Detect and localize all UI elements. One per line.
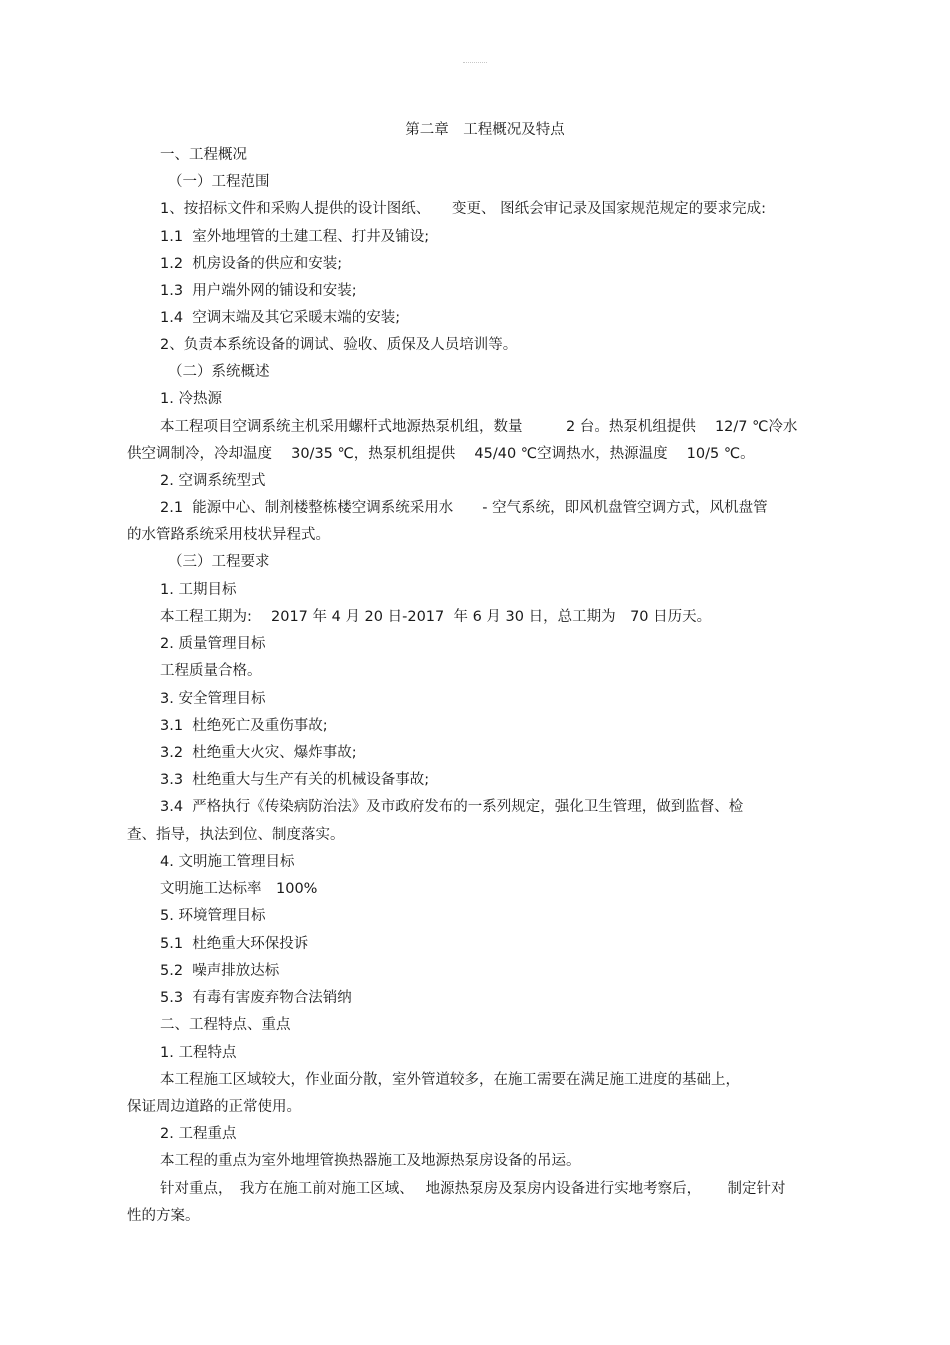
list-item: 1.2 机房设备的供应和安装;: [160, 256, 343, 272]
section-heading: 二、工程特点、重点: [160, 1017, 291, 1033]
paragraph-line: 供空调制冷，冷却温度 30/35 ℃，热泵机组提供 45/40 ℃空调热水，热源温度 10/5 ℃。: [127, 446, 755, 462]
paragraph-line: 文明施工达标率 100%: [160, 881, 318, 897]
paragraph-line: 针对重点， 我方在施工前对施工区域、 地源热泵房及泵房内设备进行实地考察后， 制定针对: [160, 1181, 786, 1197]
list-item: 5.1 杜绝重大环保投诉: [160, 936, 309, 952]
paragraph-line: 性的方案。: [127, 1208, 200, 1224]
list-item: 1.1 室外地埋管的土建工程、打井及铺设;: [160, 229, 430, 245]
paragraph-line: 的水管路系统采用枝状异程式。: [127, 527, 330, 543]
paragraph-line: 本工程的重点为室外地埋管换热器施工及地源热泵房设备的吊运。: [160, 1153, 581, 1169]
item-heading: 2. 空调系统型式: [160, 473, 266, 489]
list-item: 1.3 用户端外网的铺设和安装;: [160, 283, 357, 299]
paragraph-line: 工程质量合格。: [160, 663, 262, 679]
section-heading: 一、工程概况: [160, 147, 247, 163]
item-heading: 4. 文明施工管理目标: [160, 854, 295, 870]
item-heading: 2. 工程重点: [160, 1126, 237, 1142]
chapter-title: 第二章 工程概况及特点: [405, 122, 565, 138]
header-mark: [463, 62, 487, 65]
item-heading: 3. 安全管理目标: [160, 691, 266, 707]
list-item: 3.2 杜绝重大火灾、爆炸事故;: [160, 745, 357, 761]
item-heading: 2. 质量管理目标: [160, 636, 266, 652]
list-item: 3.4 严格执行《传染病防治法》及市政府发布的一系列规定，强化卫生管理，做到监督、检: [160, 799, 744, 815]
list-item: 3.3 杜绝重大与生产有关的机械设备事故;: [160, 772, 430, 788]
item-heading: 1. 冷热源: [160, 391, 222, 407]
item-heading: 1. 工程特点: [160, 1045, 237, 1061]
list-item: 1.4 空调末端及其它采暖末端的安装;: [160, 310, 401, 326]
paragraph-line: 保证周边道路的正常使用。: [127, 1099, 301, 1115]
subsection-heading: （三）工程要求: [168, 554, 270, 570]
paragraph-line: 2.1 能源中心、制剂楼整栋楼空调系统采用水 - 空气系统，即风机盘管空调方式，风机盘管: [160, 500, 768, 516]
paragraph-line: 本工程工期为: 2017 年 4 月 20 日-2017 年 6 月 30 日，总工期为 70 日历天。: [160, 609, 712, 625]
list-item: 5.2 噪声排放达标: [160, 963, 280, 979]
paragraph-line: 2、负责本系统设备的调试、验收、质保及人员培训等。: [160, 337, 518, 353]
paragraph-line: 查、指导，执法到位、制度落实。: [127, 827, 345, 843]
paragraph-line: 1、按招标文件和采购人提供的设计图纸、 变更、 图纸会审记录及国家规范规定的要求完成:: [160, 201, 766, 217]
subsection-heading: （一）工程范围: [168, 174, 270, 190]
list-item: 3.1 杜绝死亡及重伤事故;: [160, 718, 328, 734]
paragraph-line: 本工程项目空调系统主机采用螺杆式地源热泵机组，数量 2 台。热泵机组提供 12/7 ℃冷水: [160, 419, 798, 435]
item-heading: 1. 工期目标: [160, 582, 237, 598]
subsection-heading: （二）系统概述: [168, 364, 270, 380]
list-item: 5.3 有毒有害废弃物合法销纳: [160, 990, 352, 1006]
item-heading: 5. 环境管理目标: [160, 908, 266, 924]
paragraph-line: 本工程施工区域较大，作业面分散，室外管道较多，在施工需要在满足施工进度的基础上，: [160, 1072, 740, 1088]
